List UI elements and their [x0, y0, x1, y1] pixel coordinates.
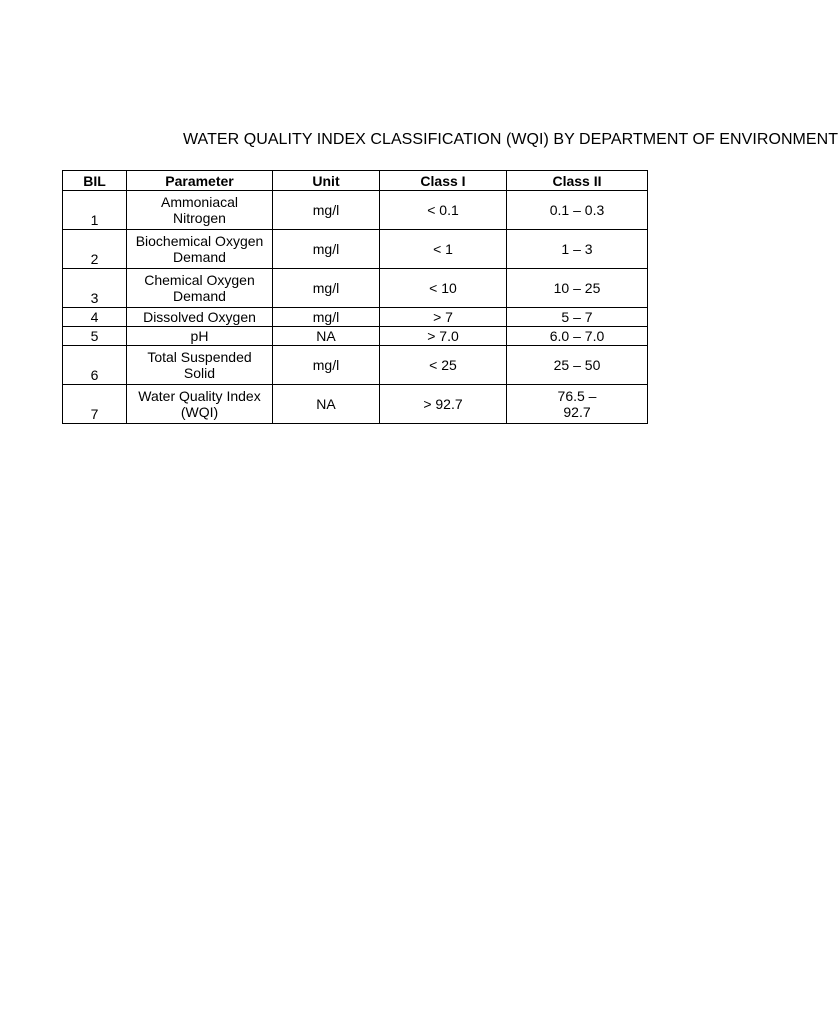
table-row: [63, 385, 648, 424]
document-title: WATER QUALITY INDEX CLASSIFICATION (WQI) BY DEPARTMENT OF ENVIRONMENT: [183, 131, 838, 148]
parameter-line: Biochemical Oxygen: [135, 233, 264, 249]
table-row: [63, 269, 648, 308]
cell-unit: mg/l: [273, 308, 380, 327]
parameter-line: Demand: [173, 249, 226, 265]
parameter-line: Total Suspended: [147, 349, 252, 365]
parameter-line: Dissolved Oxygen: [143, 309, 256, 325]
cell-class-2: [507, 230, 648, 269]
cell-parameter: [127, 308, 273, 327]
parameter-line: Ammoniacal: [160, 194, 239, 210]
cell-class-2: [507, 269, 648, 308]
cell-parameter: [127, 191, 273, 230]
cell-unit: NA: [273, 327, 380, 346]
class-2-line: 0.1 – 0.3: [549, 202, 605, 218]
cell-class-1: < 0.1: [380, 191, 507, 230]
cell-class-1: > 7.0: [380, 327, 507, 346]
class-2-line: 76.5 –: [557, 388, 597, 404]
wqi-classification-table: [62, 170, 648, 424]
cell-unit: mg/l: [273, 269, 380, 308]
cell-class-1: > 7: [380, 308, 507, 327]
cell-class-1: > 92.7: [380, 385, 507, 424]
parameter-line: Nitrogen: [173, 210, 226, 226]
class-2-line: 92.7: [563, 404, 591, 420]
cell-unit: mg/l: [273, 346, 380, 385]
class-2-line: 10 – 25: [553, 280, 601, 296]
cell-bil: 2: [63, 230, 127, 269]
cell-class-1: < 25: [380, 346, 507, 385]
cell-parameter: [127, 269, 273, 308]
table-row: [63, 308, 648, 327]
cell-unit: NA: [273, 385, 380, 424]
cell-parameter: [127, 385, 273, 424]
header-parameter: Parameter: [127, 171, 273, 191]
cell-bil: 3: [63, 269, 127, 308]
title-container: [183, 130, 838, 152]
cell-class-1: < 10: [380, 269, 507, 308]
cell-unit: mg/l: [273, 230, 380, 269]
class-2-line: 25 – 50: [553, 357, 601, 373]
header-class-2: Class II: [507, 171, 648, 191]
class-2-line: 5 – 7: [561, 309, 593, 325]
table-row: [63, 327, 648, 346]
cell-class-2: [507, 346, 648, 385]
parameter-line: Solid: [183, 365, 216, 381]
cell-parameter: [127, 327, 273, 346]
table-header-row: [63, 171, 648, 191]
cell-parameter: [127, 230, 273, 269]
parameter-line: Water Quality Index: [138, 388, 261, 404]
table-row: [63, 346, 648, 385]
header-bil: BIL: [63, 171, 127, 191]
cell-bil: 1: [63, 191, 127, 230]
cell-class-1: < 1: [380, 230, 507, 269]
cell-parameter: [127, 346, 273, 385]
table-row: [63, 191, 648, 230]
cell-unit: mg/l: [273, 191, 380, 230]
header-unit: Unit: [273, 171, 380, 191]
cell-bil: 4: [63, 308, 127, 327]
parameter-line: (WQI): [180, 404, 219, 420]
table-row: [63, 230, 648, 269]
cell-bil: 7: [63, 385, 127, 424]
cell-class-2: [507, 327, 648, 346]
class-2-line: 1 – 3: [561, 241, 593, 257]
cell-class-2: [507, 308, 648, 327]
parameter-line: Chemical Oxygen: [144, 272, 255, 288]
parameter-line: Demand: [173, 288, 226, 304]
cell-class-2: [507, 385, 648, 424]
cell-class-2: [507, 191, 648, 230]
header-class-1: Class I: [380, 171, 507, 191]
cell-bil: 6: [63, 346, 127, 385]
parameter-line: pH: [190, 328, 209, 344]
class-2-line: 6.0 – 7.0: [549, 328, 605, 344]
cell-bil: 5: [63, 327, 127, 346]
